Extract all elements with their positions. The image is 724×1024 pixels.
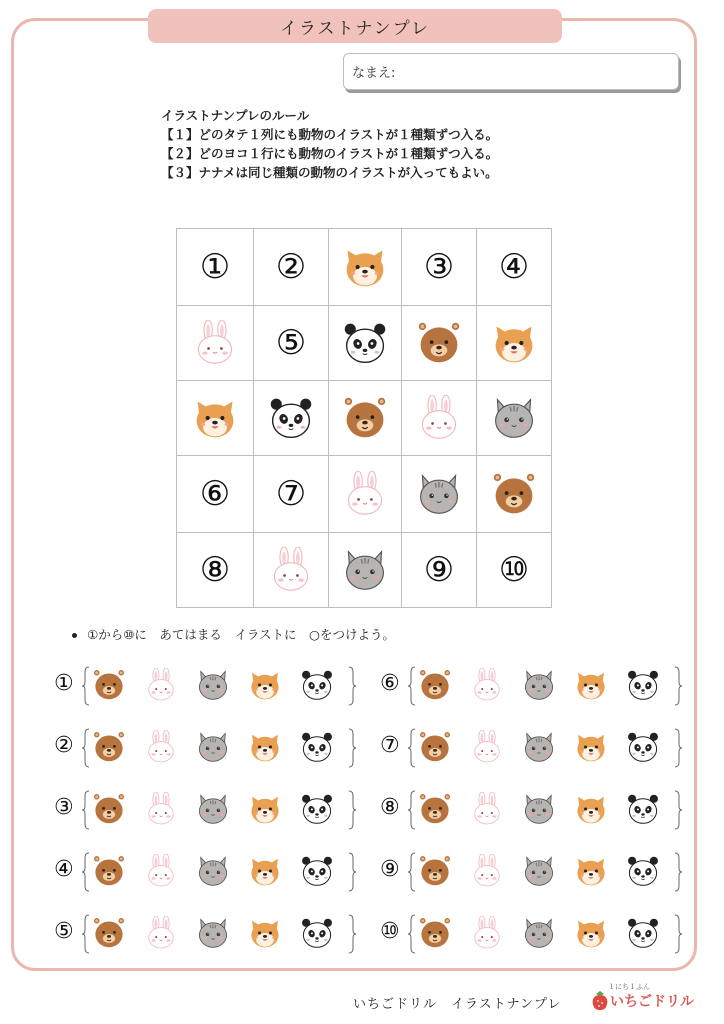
choice-row <box>380 910 690 960</box>
grid-cell <box>402 533 477 608</box>
animal-options <box>92 730 336 766</box>
name-field[interactable] <box>343 53 679 90</box>
blank-number-label: ⑤ <box>275 323 307 363</box>
grid-row <box>177 306 552 381</box>
grid-cell <box>254 456 329 533</box>
shiba-dog-face-icon <box>342 244 388 290</box>
animal-option[interactable] <box>522 730 558 766</box>
panda-face-icon <box>626 916 660 950</box>
blank-number-label: ⑨ <box>423 550 455 590</box>
animal-option[interactable] <box>196 668 232 704</box>
blank-number-label: ② <box>275 247 307 287</box>
grid-row <box>177 381 552 456</box>
animal-option[interactable] <box>248 792 284 828</box>
cat-face-icon <box>416 471 462 517</box>
animal-option[interactable] <box>522 854 558 890</box>
panda-face-icon <box>300 916 334 950</box>
puzzle-grid <box>176 228 552 608</box>
rabbit-face-icon <box>144 854 178 888</box>
left-brace <box>408 666 416 706</box>
choice-number-label: ② <box>54 733 74 758</box>
right-brace <box>348 852 356 892</box>
choice-row <box>54 786 364 836</box>
rabbit-face-icon <box>470 730 504 764</box>
animal-option[interactable] <box>92 668 128 704</box>
grid-row <box>177 533 552 608</box>
animal-option[interactable] <box>574 668 610 704</box>
animal-options <box>92 916 336 952</box>
rabbit-face-icon <box>144 668 178 702</box>
rabbit-face-icon <box>416 395 462 441</box>
left-brace <box>408 852 416 892</box>
animal-option[interactable] <box>418 668 454 704</box>
animal-option[interactable] <box>418 730 454 766</box>
rabbit-face-icon <box>470 916 504 950</box>
grid-cell <box>329 456 402 533</box>
choice-row <box>54 724 364 774</box>
choice-number-label: ⑤ <box>54 919 74 944</box>
shiba-dog-face-icon <box>248 668 282 702</box>
grid-cell <box>329 533 402 608</box>
footer-text: いちごドリル イラストナンプレ <box>353 997 562 1012</box>
rules-heading: イラストナンプレのルール <box>161 108 310 123</box>
cat-face-icon <box>491 395 537 441</box>
grid-cell <box>402 306 477 381</box>
animal-option[interactable] <box>92 792 128 828</box>
bullet-icon <box>72 633 77 638</box>
blank-number-label: ⑥ <box>199 474 231 514</box>
rabbit-face-icon <box>342 471 388 517</box>
grid-cell <box>177 533 254 608</box>
shiba-dog-face-icon <box>248 854 282 888</box>
grid-cell <box>254 229 329 306</box>
grid-cell <box>402 381 477 456</box>
animal-option[interactable] <box>248 916 284 952</box>
bear-face-icon <box>342 395 388 441</box>
blank-number-label: ④ <box>498 247 530 287</box>
shiba-dog-face-icon <box>574 792 608 826</box>
grid-cell <box>477 306 552 381</box>
grid-cell <box>254 533 329 608</box>
cat-face-icon <box>196 854 230 888</box>
animal-option[interactable] <box>196 730 232 766</box>
animal-option[interactable] <box>248 730 284 766</box>
animal-option[interactable] <box>470 792 506 828</box>
choice-row <box>380 724 690 774</box>
panda-face-icon <box>626 792 660 826</box>
bear-face-icon <box>92 668 126 702</box>
animal-option[interactable] <box>248 668 284 704</box>
animal-option[interactable] <box>144 854 180 890</box>
animal-option[interactable] <box>522 792 558 828</box>
animal-option[interactable] <box>248 854 284 890</box>
choice-number-label: ③ <box>54 795 74 820</box>
grid-cell <box>254 381 329 456</box>
rabbit-face-icon <box>268 547 314 593</box>
animal-option[interactable] <box>574 792 610 828</box>
bear-face-icon <box>92 792 126 826</box>
bear-face-icon <box>491 471 537 517</box>
instruction-text <box>72 625 395 643</box>
cat-face-icon <box>196 916 230 950</box>
animal-option[interactable] <box>300 854 336 890</box>
animal-options <box>92 854 336 890</box>
left-brace <box>82 852 90 892</box>
animal-option[interactable] <box>300 916 336 952</box>
rabbit-face-icon <box>192 320 238 366</box>
panda-face-icon <box>300 668 334 702</box>
grid-cell <box>177 456 254 533</box>
right-brace <box>674 852 682 892</box>
blank-number-label: ⑧ <box>199 550 231 590</box>
animal-option[interactable] <box>418 792 454 828</box>
animal-options <box>418 730 662 766</box>
grid-cell <box>177 229 254 306</box>
left-brace <box>82 790 90 830</box>
panda-face-icon <box>300 854 334 888</box>
instruction-label: ①から⑩に あてはまる イラストに ○をつけよう。 <box>87 627 395 642</box>
choice-number-label: ① <box>54 671 74 696</box>
animal-option[interactable] <box>92 730 128 766</box>
cat-face-icon <box>522 916 556 950</box>
grid-cell <box>177 306 254 381</box>
right-brace <box>674 914 682 954</box>
animal-option[interactable] <box>144 730 180 766</box>
animal-option[interactable] <box>626 854 662 890</box>
bear-face-icon <box>418 854 452 888</box>
grid-row <box>177 456 552 533</box>
animal-options <box>92 792 336 828</box>
rabbit-face-icon <box>144 792 178 826</box>
bear-face-icon <box>92 854 126 888</box>
bear-face-icon <box>416 320 462 366</box>
animal-option[interactable] <box>574 854 610 890</box>
grid-cell <box>329 229 402 306</box>
animal-option[interactable] <box>144 792 180 828</box>
bear-face-icon <box>418 730 452 764</box>
panda-face-icon <box>626 730 660 764</box>
rabbit-face-icon <box>470 668 504 702</box>
shiba-dog-face-icon <box>491 320 537 366</box>
shiba-dog-face-icon <box>574 854 608 888</box>
grid-cell <box>477 229 552 306</box>
animal-option[interactable] <box>522 916 558 952</box>
cat-face-icon <box>522 668 556 702</box>
bear-face-icon <box>418 668 452 702</box>
left-brace <box>408 790 416 830</box>
animal-option[interactable] <box>300 792 336 828</box>
cat-face-icon <box>196 792 230 826</box>
animal-option[interactable] <box>196 854 232 890</box>
animal-option[interactable] <box>626 668 662 704</box>
page-title: イラストナンプレ <box>148 9 562 43</box>
animal-option[interactable] <box>196 916 232 952</box>
left-brace <box>82 728 90 768</box>
right-brace <box>674 666 682 706</box>
panda-face-icon <box>342 320 388 366</box>
blank-number-label: ⑦ <box>275 474 307 514</box>
animal-options <box>92 668 336 704</box>
animal-option[interactable] <box>574 916 610 952</box>
grid-cell <box>402 229 477 306</box>
cat-face-icon <box>196 730 230 764</box>
bear-face-icon <box>92 730 126 764</box>
left-brace <box>408 914 416 954</box>
animal-option[interactable] <box>300 668 336 704</box>
grid-cell <box>329 381 402 456</box>
animal-options <box>418 668 662 704</box>
right-brace <box>348 790 356 830</box>
animal-option[interactable] <box>626 916 662 952</box>
choice-number-label: ⑧ <box>380 795 400 820</box>
cat-face-icon <box>522 854 556 888</box>
panda-face-icon <box>268 395 314 441</box>
rule-3: 【３】ナナメは同じ種類の動物のイラストが入ってもよい。 <box>161 165 498 180</box>
animal-option[interactable] <box>144 916 180 952</box>
animal-option[interactable] <box>626 730 662 766</box>
grid-cell <box>477 381 552 456</box>
shiba-dog-face-icon <box>248 792 282 826</box>
rule-1: 【１】どのタテ１列にも動物のイラストが１種類ずつ入る。 <box>161 127 499 142</box>
right-brace <box>674 790 682 830</box>
cat-face-icon <box>196 668 230 702</box>
grid-cell <box>254 306 329 381</box>
choice-number-label: ⑨ <box>380 857 400 882</box>
logo-tagline: １にち１ふん <box>608 983 650 991</box>
animal-option[interactable] <box>522 668 558 704</box>
blank-number-label: ③ <box>423 247 455 287</box>
animal-option[interactable] <box>144 668 180 704</box>
cat-face-icon <box>522 792 556 826</box>
animal-option[interactable] <box>626 792 662 828</box>
grid-cell <box>402 456 477 533</box>
animal-options <box>418 854 662 890</box>
left-brace <box>82 914 90 954</box>
choice-number-label: ⑥ <box>380 671 400 696</box>
right-brace <box>348 666 356 706</box>
choice-row <box>54 662 364 712</box>
rabbit-face-icon <box>144 916 178 950</box>
animal-option[interactable] <box>92 916 128 952</box>
animal-options <box>418 792 662 828</box>
bear-face-icon <box>418 792 452 826</box>
choice-number-label: ④ <box>54 857 74 882</box>
choice-number-label: ⑦ <box>380 733 400 758</box>
panda-face-icon <box>300 730 334 764</box>
bear-face-icon <box>418 916 452 950</box>
animal-option[interactable] <box>92 854 128 890</box>
animal-option[interactable] <box>196 792 232 828</box>
choice-row <box>54 848 364 898</box>
rules-section <box>161 106 498 182</box>
animal-option[interactable] <box>300 730 336 766</box>
rule-2: 【２】どのヨコ１行にも動物のイラストが１種類ずつ入る。 <box>161 146 499 161</box>
left-brace <box>408 728 416 768</box>
animal-options <box>418 916 662 952</box>
name-label: なまえ: <box>352 66 396 81</box>
animal-option[interactable] <box>470 730 506 766</box>
logo-name: いちごドリル <box>610 994 694 1010</box>
choice-row <box>380 848 690 898</box>
shiba-dog-face-icon <box>248 916 282 950</box>
animal-option[interactable] <box>574 730 610 766</box>
shiba-dog-face-icon <box>248 730 282 764</box>
left-brace <box>82 666 90 706</box>
shiba-dog-face-icon <box>574 916 608 950</box>
shiba-dog-face-icon <box>192 395 238 441</box>
right-brace <box>348 914 356 954</box>
shiba-dog-face-icon <box>574 668 608 702</box>
grid-cell <box>177 381 254 456</box>
right-brace <box>674 728 682 768</box>
rabbit-face-icon <box>470 792 504 826</box>
shiba-dog-face-icon <box>574 730 608 764</box>
animal-option[interactable] <box>470 854 506 890</box>
rabbit-face-icon <box>470 854 504 888</box>
choice-number-label: ⑩ <box>380 919 400 944</box>
grid-cell <box>477 456 552 533</box>
panda-face-icon <box>300 792 334 826</box>
panda-face-icon <box>626 668 660 702</box>
cat-face-icon <box>522 730 556 764</box>
choice-row <box>380 786 690 836</box>
brand-logo <box>590 985 700 1015</box>
animal-option[interactable] <box>418 854 454 890</box>
right-brace <box>348 728 356 768</box>
cat-face-icon <box>342 547 388 593</box>
grid-cell <box>329 306 402 381</box>
animal-option[interactable] <box>470 668 506 704</box>
choice-row <box>54 910 364 960</box>
rabbit-face-icon <box>144 730 178 764</box>
animal-option[interactable] <box>470 916 506 952</box>
choice-row <box>380 662 690 712</box>
animal-option[interactable] <box>418 916 454 952</box>
panda-face-icon <box>626 854 660 888</box>
grid-cell <box>477 533 552 608</box>
grid-row <box>177 229 552 306</box>
blank-number-label: ⑩ <box>498 550 530 590</box>
bear-face-icon <box>92 916 126 950</box>
blank-number-label: ① <box>199 247 231 287</box>
strawberry-icon <box>590 989 610 1013</box>
